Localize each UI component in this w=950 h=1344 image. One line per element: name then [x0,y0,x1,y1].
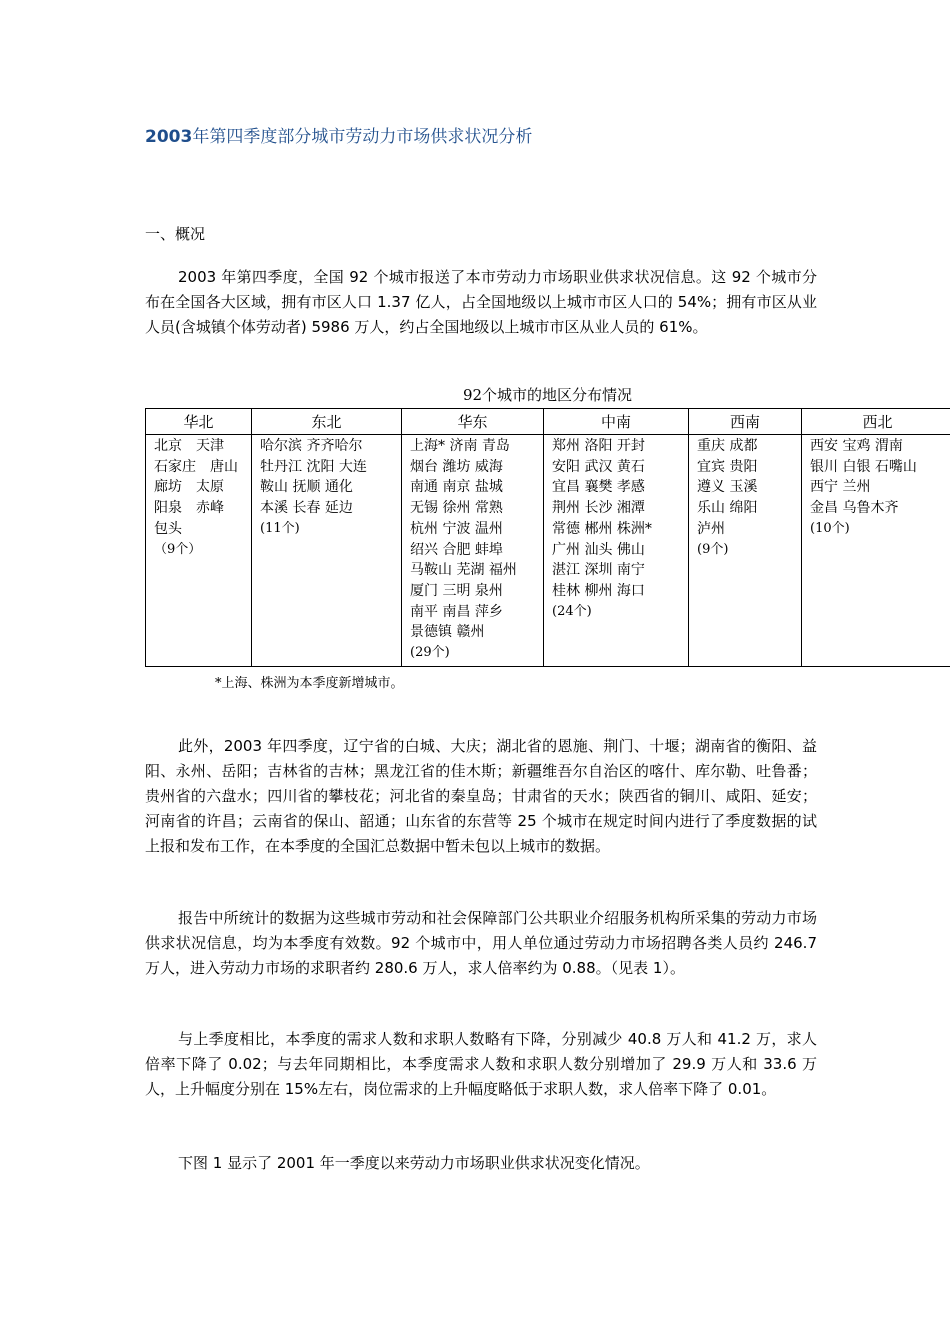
city-line: 郑州 洛阳 开封 [552,438,645,454]
city-line: 湛江 深圳 南宁 [552,562,645,579]
city-line: 南平 南昌 萍乡 [410,603,503,620]
city-line: 阳泉 赤峰 [154,500,224,517]
city-line: 鞍山 抚顺 通化 [260,479,353,496]
paragraph-comparison: 与上季度相比，本季度的需求人数和求职人数略有下降，分别减少 40.8 万人和 41.2 万，求人倍率下降了 0.02；与去年同期相比，本季度需求人数和求职人数分别增加了 29.9 万人和 33.6 万人，上升幅度分别在 15%左右，岗位需求的上升幅度略低于求职人数，求人倍率下降了 0.01。 [145,1030,817,1098]
city-count: （9个） [154,541,202,557]
city-line: 景德镇 赣州 [410,624,485,641]
title-text: 年第四季度部分城市劳动力市场供求状况分析 [192,127,533,147]
city-count: (24个) [552,603,592,619]
city-line: 宜宾 贵阳 [697,458,758,475]
city-line: 金昌 乌鲁木齐 [810,500,899,517]
city-line: 烟台 潍坊 威海 [410,458,503,475]
city-line: 泸州 [697,520,725,537]
city-line: 西安 宝鸡 渭南 [810,438,903,454]
city-line: 北京 天津 [154,438,224,454]
paragraph-trial-cities: 此外，2003 年四季度，辽宁省的白城、大庆；湖北省的恩施、荆门、十堰；湖南省的衡阳、益阳、永州、岳阳；吉林省的吉林；黑龙江省的佳木斯；新疆维吾尔自治区的喀什、库尔勒、吐鲁番；贵州省的六盘水；四川省的攀枝花；河北省的秦皇岛；甘肃省的天水；陕西省的铜川、咸阳、延安；河南省的许昌；云南省的保山、韶通；山东省的东营等 25 个城市在规定时间内进行了季度数据的试上报和发布工作，在本季度的全国汇总数据中暂未包以上城市的数据。 [145,737,817,855]
city-line: 哈尔滨 齐齐哈尔 [260,438,363,454]
city-line: 银川 白银 石嘴山 [810,458,917,475]
city-line: 广州 汕头 佛山 [552,541,645,558]
section-heading: 一、概况 [145,225,206,243]
title-year: 2003 [145,127,193,147]
cities-xibei [802,435,950,667]
table-caption: 92个城市的地区分布情况 [462,386,633,404]
city-count: (29个) [410,645,450,661]
city-line: 上海* 济南 青岛 [410,438,510,454]
header-xibei: 西北 [802,409,950,435]
city-line: 遵义 玉溪 [697,479,758,496]
document-title [145,124,845,150]
city-count: (10个) [810,520,850,536]
city-line: 本溪 长春 延边 [260,500,353,517]
region-table-figure [145,384,950,667]
cities-zhongnan [544,435,689,667]
table-footnote: *上海、株洲为本季度新增城市。 [215,676,404,691]
city-line: 西宁 兰州 [810,479,871,496]
city-line: 杭州 宁波 温州 [410,520,503,537]
city-line: 厦门 三明 泉州 [410,582,503,599]
region-distribution-table [145,408,950,667]
header-zhongnan: 中南 [544,409,689,435]
city-line: 南通 南京 盐城 [410,479,503,496]
city-line: 无锡 徐州 常熟 [410,500,503,517]
cities-huabei [146,435,252,667]
cities-huadong [402,435,544,667]
header-xinan: 西南 [689,409,802,435]
table-body-row [146,435,950,667]
city-line: 宜昌 襄樊 孝感 [552,479,645,496]
city-count: (11个) [260,520,300,536]
city-line: 廊坊 太原 [154,479,224,496]
city-line: 安阳 武汉 黄石 [552,458,645,475]
city-line: 乐山 绵阳 [697,500,758,517]
city-line: 石家庄 唐山 [154,458,238,475]
city-line: 荆州 长沙 湘潭 [552,500,645,517]
city-line: 桂林 柳州 海口 [552,582,645,599]
header-huabei: 华北 [146,409,252,435]
header-huadong: 华东 [402,409,544,435]
city-line: 常德 郴州 株洲* [552,520,652,537]
city-count: (9个) [697,541,729,557]
city-line: 牡丹江 沈阳 大连 [260,458,367,475]
cities-dongbei [252,435,402,667]
table-header-row [146,409,950,435]
city-line: 马鞍山 芜湖 福州 [410,562,517,579]
city-line: 包头 [154,520,182,537]
cities-xinan [689,435,802,667]
paragraph-overview: 2003 年第四季度，全国 92 个城市报送了本市劳动力市场职业供求状况信息。这 92 个城市分布在全国各大区域，拥有市区人口 1.37 亿人，占全国地级以上城市市区人口的 54%；拥有市区从业人员(含城镇个体劳动者) 5986 万人，约占全国地级以上城市市区从业人员的 61%。 [145,268,817,336]
city-line: 绍兴 合肥 蚌埠 [410,541,503,558]
city-line: 重庆 成都 [697,438,758,454]
paragraph-figure-ref: 下图 1 显示了 2001 年一季度以来劳动力市场职业供求状况变化情况。 [178,1154,650,1172]
paragraph-data-source: 报告中所统计的数据为这些城市劳动和社会保障部门公共职业介绍服务机构所采集的劳动力市场供求状况信息，均为本季度有效数。92 个城市中，用人单位通过劳动力市场招聘各类人员约 246.7 万人，进入劳动力市场的求职者约 280.6 万人，求人倍率约为 0.88。（见表 1）。 [145,909,817,977]
header-dongbei: 东北 [252,409,402,435]
